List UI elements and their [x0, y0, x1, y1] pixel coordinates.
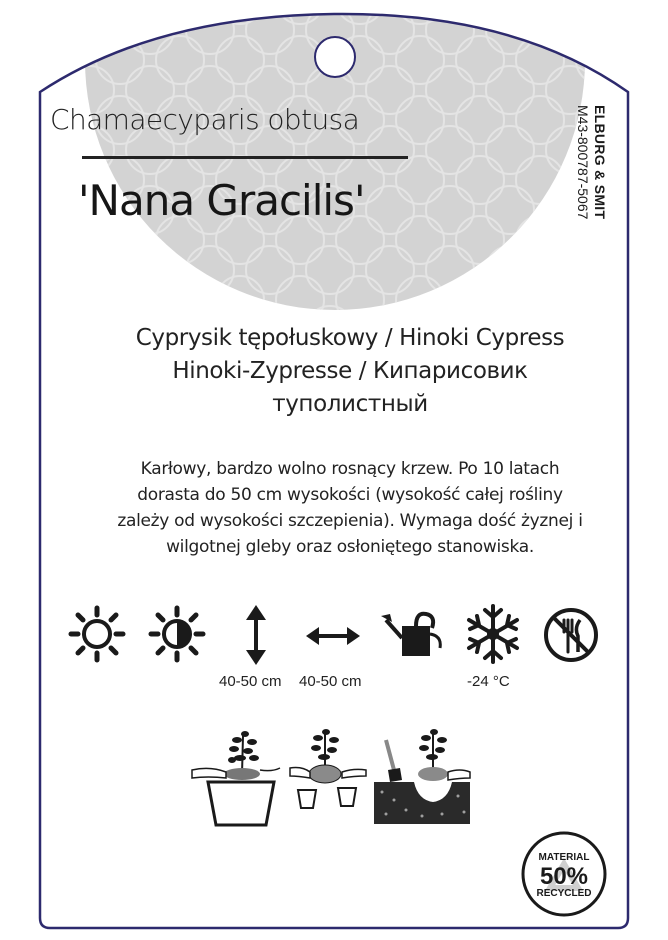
height-value: 40-50 cm — [219, 673, 282, 690]
plant-description — [70, 456, 630, 560]
plant-in-soil-icon — [372, 722, 472, 824]
common-names — [60, 322, 640, 421]
hardiness-value: -24 °C — [467, 673, 510, 690]
badge-percent: 50% — [539, 863, 589, 890]
loosen-roots-icon — [288, 722, 368, 812]
snowflake-icon — [464, 604, 522, 664]
description-line: dorasta do 50 cm wysokości (wysokość całej rośliny — [137, 485, 563, 505]
remove-pot-icon — [190, 722, 282, 827]
not-edible-icon — [542, 606, 600, 664]
width-value: 40-50 cm — [299, 673, 362, 690]
brand-block — [575, 105, 611, 265]
partial-shade-icon — [148, 605, 206, 663]
latin-name: Chamaecyparis obtusa — [50, 103, 360, 136]
width-arrow-icon — [305, 624, 361, 648]
watering-can-icon — [380, 608, 446, 660]
description-line: Karłowy, bardzo wolno rosnący krzew. Po 10 latach — [140, 459, 560, 479]
brand-name: ELBURG & SMIT — [592, 105, 608, 220]
description-line: wilgotnej gleby oraz osłoniętego stanowiska. — [166, 537, 534, 557]
badge-top-text: MATERIAL — [538, 852, 590, 863]
common-name-line: туполистный — [272, 391, 428, 417]
common-name-line: Cyprysik tępołuskowy / Hinoki Cypress — [135, 325, 565, 351]
recycled-material-badge — [520, 830, 608, 918]
description-line: zależy od wysokości szczepienia). Wymaga dość żyznej i — [117, 511, 583, 531]
common-name-line: Hinoki-Zypresse / Кипарисовик — [172, 358, 528, 384]
full-sun-icon — [68, 605, 126, 663]
title-divider — [82, 156, 408, 159]
badge-bottom-text: RECYCLED — [536, 888, 592, 899]
height-arrow-icon — [241, 604, 271, 666]
cultivar-name: 'Nana Gracilis' — [78, 176, 365, 225]
product-code: M43-800787-5067 — [575, 105, 591, 220]
hanging-hole — [315, 37, 355, 77]
